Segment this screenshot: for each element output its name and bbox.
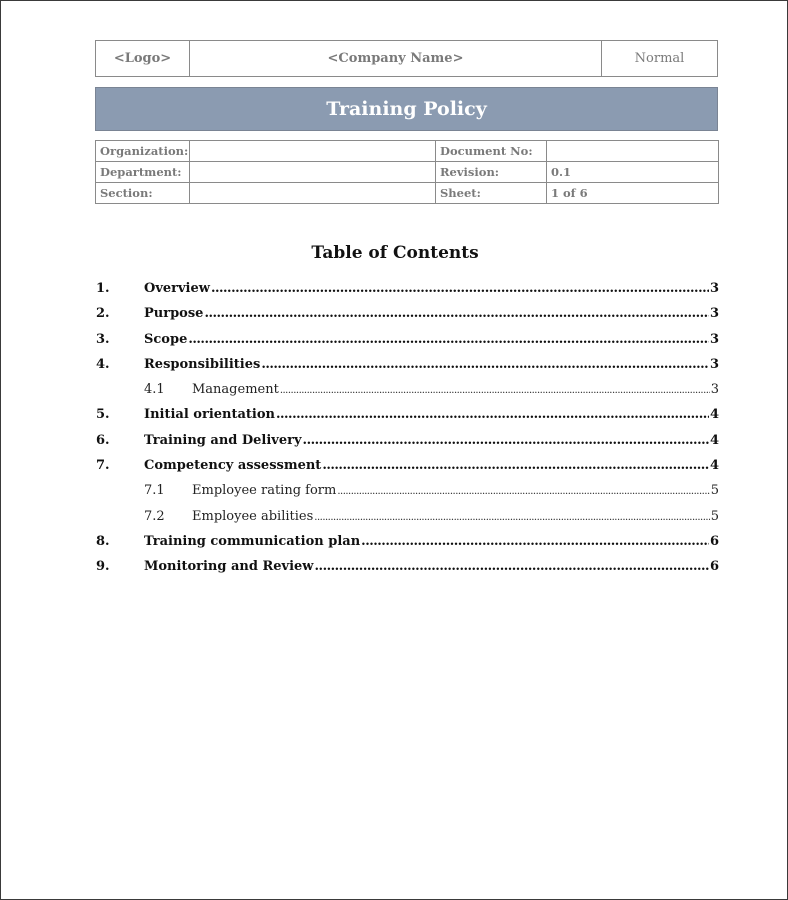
toc-entry-label: Initial orientation — [144, 407, 275, 423]
toc-entry[interactable] — [96, 357, 719, 382]
toc-entry-number: 4. — [96, 356, 110, 372]
toc-entry-label: Training and Delivery — [144, 432, 302, 448]
toc-entry-page: 4 — [709, 458, 719, 474]
toc-heading: Table of Contents — [311, 243, 479, 263]
toc-entry-number: 1. — [96, 281, 110, 296]
toc-entry-page: 5 — [710, 508, 719, 524]
sheet-label: Sheet: — [436, 183, 547, 204]
toc-leader-dots — [314, 512, 709, 523]
toc-entry[interactable] — [96, 382, 719, 407]
toc-leader-dots — [361, 534, 709, 549]
toc-entry-number: 9. — [96, 559, 110, 575]
toc-leader-dots — [276, 407, 709, 422]
toc-entry-number: 7.2 — [144, 508, 165, 524]
toc-entry-label: Employee abilities — [192, 508, 314, 524]
meta-row — [96, 162, 719, 183]
revision-value: 0.1 — [547, 162, 719, 183]
toc-entry[interactable] — [96, 458, 719, 483]
organization-value — [190, 141, 436, 162]
toc-entry[interactable] — [96, 559, 719, 584]
toc-entry-page: 3 — [709, 356, 719, 372]
toc-entry[interactable] — [96, 407, 719, 432]
document-title: Training Policy — [95, 87, 718, 131]
document-no-label: Document No: — [436, 141, 547, 162]
toc-entry-page: 6 — [709, 559, 719, 575]
toc-entry-label: Competency assessment — [144, 458, 322, 474]
organization-label: Organization: — [96, 141, 190, 162]
toc-entry-label: Scope — [144, 331, 188, 347]
toc-entry-page: 3 — [709, 331, 719, 347]
header-table — [95, 40, 718, 77]
toc-entry-page: 3 — [709, 306, 719, 322]
toc-entry-label: Overview — [144, 281, 210, 296]
toc-leader-dots — [261, 357, 709, 372]
toc-entry-number: 7.1 — [144, 483, 165, 499]
toc-entry-page: 4 — [709, 432, 719, 448]
toc-entry-label: Purpose — [144, 306, 204, 322]
sheet-value: 1 of 6 — [547, 183, 719, 204]
toc-entry-label: Employee rating form — [192, 483, 337, 499]
department-label: Department: — [96, 162, 190, 183]
section-label: Section: — [96, 183, 190, 204]
section-value — [190, 183, 436, 204]
toc-leader-dots — [188, 332, 709, 347]
toc-leader-dots — [303, 433, 709, 448]
toc-leader-dots — [211, 281, 709, 296]
toc-entry[interactable] — [96, 534, 719, 559]
metadata-table — [95, 140, 719, 204]
toc-entry[interactable] — [96, 433, 719, 458]
company-name: <Company Name> — [190, 41, 602, 76]
toc-entry-number: 7. — [96, 458, 110, 474]
toc-entry-label: Management — [192, 382, 279, 398]
meta-row — [96, 141, 719, 162]
toc-entry-label: Training communication plan — [144, 533, 361, 549]
toc-leader-dots — [337, 486, 709, 497]
toc-leader-dots — [322, 458, 709, 473]
toc-entry-number: 2. — [96, 306, 110, 322]
toc-entry[interactable] — [96, 306, 719, 331]
meta-row — [96, 183, 719, 204]
toc-entry-page: 4 — [709, 407, 719, 423]
toc-entry[interactable] — [96, 332, 719, 357]
style-label: Normal — [634, 51, 685, 66]
toc-entry-page: 6 — [709, 533, 719, 549]
toc-entry-page: 5 — [710, 483, 719, 499]
toc-entry-number: 3. — [96, 331, 110, 347]
toc-entry[interactable] — [96, 509, 719, 534]
toc-entry-number: 8. — [96, 533, 110, 549]
table-of-contents — [96, 281, 719, 585]
document-no-value — [547, 141, 719, 162]
toc-leader-dots — [315, 559, 709, 574]
revision-label: Revision: — [436, 162, 547, 183]
toc-entry[interactable] — [96, 483, 719, 508]
toc-leader-dots — [280, 385, 710, 396]
toc-entry-number: 5. — [96, 407, 110, 423]
toc-entry-label: Monitoring and Review — [144, 559, 314, 575]
logo-placeholder: <Logo> — [96, 41, 190, 76]
toc-entry-page: 3 — [709, 281, 719, 296]
department-value — [190, 162, 436, 183]
toc-entry-number: 4.1 — [144, 382, 165, 398]
toc-entry-page: 3 — [710, 382, 719, 398]
toc-entry[interactable] — [96, 281, 719, 306]
toc-entry-number: 6. — [96, 432, 110, 448]
toc-leader-dots — [204, 306, 709, 321]
toc-entry-label: Responsibilities — [144, 356, 261, 372]
